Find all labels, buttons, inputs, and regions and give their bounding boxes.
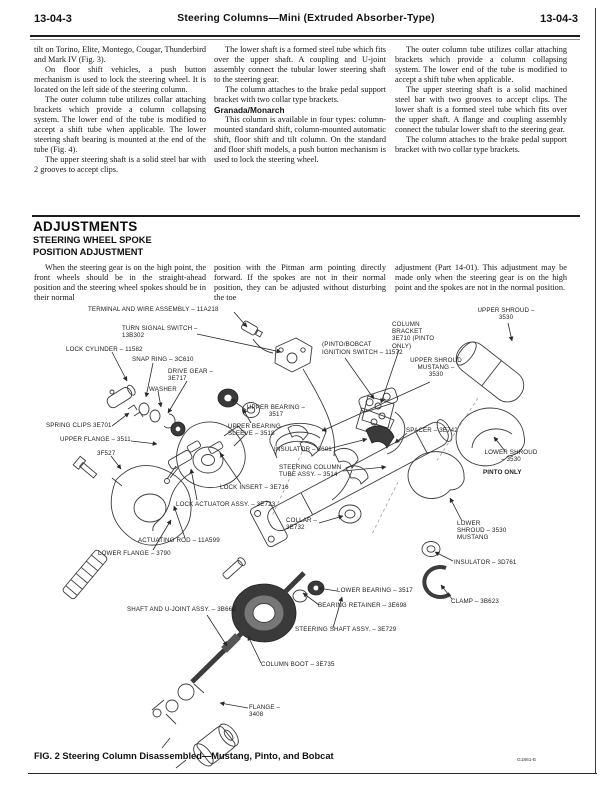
part-label: LOWER BEARING – 3517 [337,587,413,594]
part-label: UPPER SHROUD – 3530 [477,307,535,322]
diagram-parts [62,320,530,769]
part-label: INSULATOR – 3601 [274,446,332,453]
paragraph: On floor shift vehicles, a push button mechanism is used to lock the steering wheel. It is located on the left side of the steering column. [34,65,206,94]
part-label: COLUMN BRACKET 3E710 (PINTO ONLY) [392,321,435,350]
adjustments-column-3 [395,263,567,293]
part-label: SPACER – 3E742 [406,427,458,434]
part-label: UPPER FLANGE – 3511 [60,436,131,443]
part-label: FLANGE – 3408 [249,704,281,719]
part-label: WASHER [149,386,177,393]
intro-column-2 [214,45,386,165]
section-divider-rule [32,215,580,217]
paragraph: tilt on Torino, Elite, Montego, Cougar, Thunderbird and Mark IV (Fig. 3). [34,45,206,64]
paragraph: The column attaches to the brake pedal support bracket with two collar type brackets. [214,85,386,104]
section-subtitle: STEERING WHEEL SPOKE POSITION ADJUSTMENT [33,235,152,257]
part-label: ACTUATING ROD – 11A599 [138,537,220,544]
page-border-right [595,8,596,774]
part-label: TURN SIGNAL SWITCH – 13B302 [122,325,198,340]
paragraph: The outer column tube utilizes collar attaching brackets which provide a column collapsing system. The lower end of the tube is modified to accept a shift tube when applicable. The lower steering shaft bearing is mounted at the end of the tube (Fig. 4). [34,95,206,154]
page-border-bottom [28,773,597,774]
part-label: COLLAR – 3E732 [286,517,318,532]
part-label: 3F527 [97,450,116,457]
figure-caption: FIG. 2 Steering Column Disassembled—Mustang, Pinto, and Bobcat [34,751,334,761]
paragraph: The column attaches to the brake pedal support bracket with two collar type brackets. [395,135,567,154]
part-label: UPPER BEARING – 3517 [246,404,306,419]
intro-column-3 [395,45,567,155]
part-label: STEERING COLUMN TUBE ASSY. – 3514 [279,464,342,479]
model-heading: Granada/Monarch [214,105,285,115]
part-label: SHAFT AND U-JOINT ASSY. – 3B662 [127,606,236,613]
paragraph: The outer column tube utilizes collar attaching brackets which provide a column collapsing system. The lower end of the tube is modified to accept a shift tube when applicable. [395,45,567,84]
paragraph: This column is available in four types: column-mounted standard shift, column-mounted automatic shift, floor shift and tilt column. On the standard and floor shift models, a push button mechanism is used to lock the steering wheel. [214,115,386,164]
page-number-right: 13-04-3 [540,13,578,25]
part-label: CLAMP – 3B623 [451,598,499,605]
part-label: IGNITION SWITCH – 11572 [322,349,403,356]
paragraph: The lower shaft is a formed steel tube which fits over the upper shaft. A coupling and U-joint assembly connect the tubular lower steering shaft to the steering gear. [214,45,386,84]
figure-code: G1861-E [517,758,537,763]
part-label: LOWER SHROUD – 3530 [484,449,538,464]
page-title: Steering Columns—Mini (Extruded Absorber-Type) [177,13,435,24]
part-label: UPPER SHROUD MUSTANG – 3530 [410,357,462,379]
part-label: STEERING SHAFT ASSY. – 3E729 [295,626,397,633]
part-label: DRIVE GEAR – 3E717 [168,368,214,383]
part-label: LOCK ACTUATOR ASSY. – 3E723 [176,501,276,508]
paragraph: The upper steering shaft is a solid machined steel bar with two grooves to accept clips. The lower shaft is a formed steel tube which fits over the upper shaft. A flange and coupling assembly connect the tubular lower shaft to the steering gear. [395,85,567,134]
paragraph: adjustment (Part 14-01). This adjustment may be made only when the steering gear is on the high point and the spokes are not in the normal position. [395,263,567,292]
header-rule-2 [30,39,580,40]
intro-column-1 [34,45,206,175]
part-label: SNAP RING – 3C610 [132,356,194,363]
paragraph: The upper steering shaft is a solid steel bar with 2 grooves to accept clips. [34,155,206,174]
part-label: PINTO ONLY [483,469,522,476]
part-label: UPPER BEARING SLEEVE – 3518 [228,423,281,438]
part-label: (PINTO/BOBCAT [322,341,372,348]
page-number-left: 13-04-3 [34,13,72,25]
part-label: LOWER SHROUD – 3530 MUSTANG [457,520,507,542]
part-label: SPRING CLIPS 3E701 [46,422,112,429]
header-rule [30,35,580,37]
part-label: BEARING RETAINER – 3E698 [318,602,407,609]
part-label: LOWER FLANGE – 3790 [98,550,171,557]
part-label: LOCK INSERT – 3E716 [220,484,289,491]
paragraph: When the steering gear is on the high point, the front wheels should be in the straight-ahead position and the steering wheel spokes should be in their normal [34,263,206,302]
part-label: LOCK CYLINDER – 11582 [66,346,143,353]
paragraph: position with the Pitman arm pointing directly forward. If the spokes are not in their normal position, they can be adjusted without disturbing the toe [214,263,386,302]
part-label: COLUMN BOOT – 3E735 [261,661,335,668]
adjustments-column-1 [34,263,206,303]
section-title: ADJUSTMENTS [33,219,138,234]
part-label: TERMINAL AND WIRE ASSEMBLY – 11A218 [88,306,219,313]
part-label: INSULATOR – 3D761 [454,559,517,566]
adjustments-column-2 [214,263,386,303]
